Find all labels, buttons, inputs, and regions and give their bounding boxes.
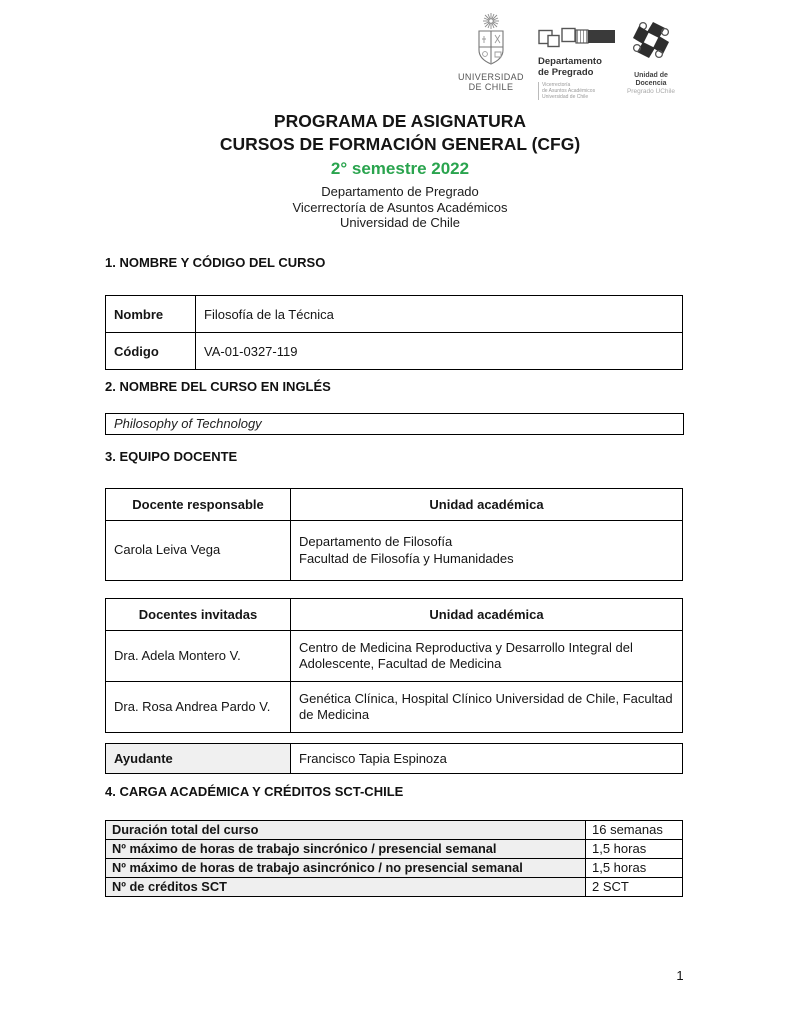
pregrado-squares-icon	[538, 27, 616, 49]
creditos-sct-value: 2 SCT	[586, 878, 683, 897]
guest-teachers-table	[105, 598, 683, 733]
title-block	[0, 110, 800, 231]
uchile-crest-icon	[459, 12, 523, 66]
credits-table	[105, 820, 683, 897]
table-row	[106, 878, 683, 897]
pregrado-logo-subtext: Vicerrectoría de Asuntos Académicos Universidad de Chile	[538, 82, 618, 100]
col-unidad-academica: Unidad académica	[291, 489, 683, 521]
uchile-logo-text: UNIVERSIDAD DE CHILE	[458, 72, 524, 92]
horas-sincronico-value: 1,5 horas	[586, 840, 683, 859]
doc-subtitle-2: Vicerrectoría de Asuntos Académicos	[292, 199, 508, 215]
table-row	[106, 333, 683, 370]
doc-title-line2: CURSOS DE FORMACIÓN GENERAL (CFG)	[219, 134, 581, 154]
docencia-pinwheel-icon	[627, 16, 675, 64]
horas-asincronico-value: 1,5 horas	[586, 859, 683, 878]
table-row	[106, 744, 683, 774]
codigo-value: VA-01-0327-119	[196, 333, 683, 370]
table-row	[106, 859, 683, 878]
table-row	[106, 840, 683, 859]
col-unidad-academica: Unidad académica	[291, 599, 683, 631]
creditos-sct-label: Nº de créditos SCT	[106, 878, 586, 897]
codigo-label: Código	[106, 333, 196, 370]
docencia-logo-title: Unidad de Docencia	[634, 72, 668, 87]
doc-title-line1: PROGRAMA DE ASIGNATURA	[273, 111, 527, 131]
table-row	[106, 296, 683, 333]
horas-asincronico-label: Nº máximo de horas de trabajo asincrónico / no presencial semanal	[106, 859, 586, 878]
horas-sincronico-label: Nº máximo de horas de trabajo sincrónico / presencial semanal	[106, 840, 586, 859]
table-row	[106, 821, 683, 840]
doc-semester: 2° semestre 2022	[330, 159, 470, 178]
invitada-2-unit: Genética Clínica, Hospital Clínico Universidad de Chile, Facultad de Medicina	[291, 682, 683, 733]
doc-subtitle-1: Departamento de Pregrado	[321, 184, 479, 199]
english-name-box: Philosophy of Technology	[105, 413, 684, 435]
ayudante-value: Francisco Tapia Espinoza	[291, 744, 683, 774]
docencia-logo	[620, 16, 682, 96]
table-header-row	[106, 599, 683, 631]
duracion-label: Duración total del curso	[106, 821, 586, 840]
col-docente-responsable: Docente responsable	[106, 489, 291, 521]
invitada-1-unit: Centro de Medicina Reproductiva y Desarrollo Integral del Adolescente, Facultad de Medicina	[291, 631, 683, 682]
table-row	[106, 521, 683, 581]
responsible-teacher-table	[105, 488, 683, 581]
page-number: 1	[676, 968, 684, 983]
ayudante-label: Ayudante	[106, 744, 291, 774]
responsable-name: Carola Leiva Vega	[106, 521, 291, 581]
section2-heading: 2. NOMBRE DEL CURSO EN INGLÉS	[105, 379, 331, 394]
assistant-table	[105, 743, 683, 774]
section4-heading: 4. CARGA ACADÉMICA Y CRÉDITOS SCT-CHILE	[105, 784, 404, 799]
course-name-code-table	[105, 295, 683, 370]
docencia-logo-subtitle: Pregrado UChile	[626, 88, 676, 95]
doc-subtitle-3: Universidad de Chile	[340, 215, 460, 230]
nombre-label: Nombre	[106, 296, 196, 333]
table-row	[106, 631, 683, 682]
duracion-value: 16 semanas	[586, 821, 683, 840]
section1-heading: 1. NOMBRE Y CÓDIGO DEL CURSO	[105, 255, 326, 270]
nombre-value: Filosofía de la Técnica	[196, 296, 683, 333]
invitada-2-name: Dra. Rosa Andrea Pardo V.	[106, 682, 291, 733]
invitada-1-name: Dra. Adela Montero V.	[106, 631, 291, 682]
uchile-logo	[456, 12, 526, 92]
section3-heading: 3. EQUIPO DOCENTE	[105, 449, 238, 464]
responsable-unit: Departamento de Filosofía Facultad de Filosofía y Humanidades	[291, 521, 683, 581]
pregrado-logo-title: Departamento de Pregrado	[538, 56, 602, 78]
col-docentes-invitadas: Docentes invitadas	[106, 599, 291, 631]
table-row	[106, 682, 683, 733]
table-header-row	[106, 489, 683, 521]
pregrado-logo	[538, 27, 618, 100]
